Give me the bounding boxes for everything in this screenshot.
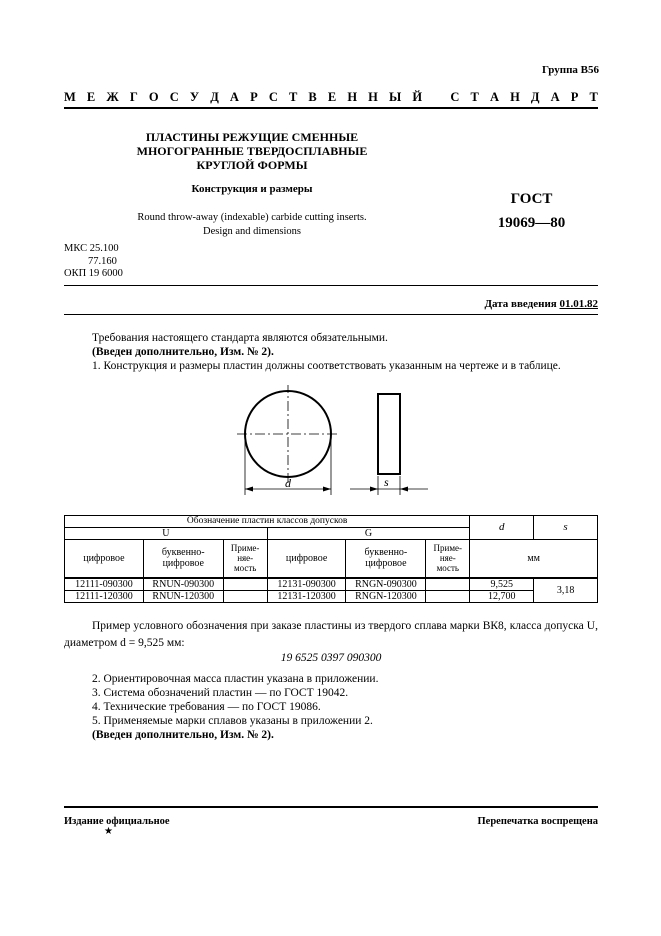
standard-heading-letter: Е bbox=[86, 90, 96, 104]
item-3: 3. Система обозначений пластин — по ГОСТ 19042. bbox=[92, 687, 349, 699]
note-u-line-3: мость bbox=[233, 563, 257, 574]
group-code: Группа В56 bbox=[541, 64, 599, 76]
d-label: d bbox=[285, 476, 291, 490]
item-2: 2. Ориентировочная масса пластин указана в приложении. bbox=[92, 673, 379, 685]
date-value: 01.01.82 bbox=[559, 298, 598, 310]
classification-codes bbox=[64, 243, 123, 281]
table-unit: мм bbox=[470, 540, 598, 578]
insert-drawing bbox=[225, 385, 435, 500]
cell-g-alpha: RNGN-120300 bbox=[346, 590, 426, 602]
cell-g-alpha: RNGN-090300 bbox=[346, 578, 426, 591]
standard-heading-letter: Е bbox=[327, 90, 337, 104]
standard-heading-letter: В bbox=[308, 90, 317, 104]
introduction-date bbox=[484, 298, 598, 310]
standard-heading-letter: С bbox=[169, 90, 179, 104]
table-header-d: d bbox=[470, 516, 534, 540]
cell-u-note bbox=[223, 590, 267, 602]
d-arrow-right bbox=[323, 487, 331, 492]
note-g-line-1: Приме- bbox=[433, 543, 463, 554]
standard-heading-letter: А bbox=[550, 90, 560, 104]
header-rule bbox=[64, 107, 598, 109]
cell-d: 12,700 bbox=[470, 590, 534, 602]
table-sub-alpha-u bbox=[143, 540, 223, 578]
footer-reprint: Перепечатка воспрещена bbox=[477, 816, 598, 827]
standard-heading-letter: А bbox=[229, 90, 239, 104]
title-line-2: МНОГОГРАННЫЕ ТВЕРДОСПЛАВНЫЕ bbox=[136, 144, 368, 158]
cell-u-note bbox=[223, 578, 267, 591]
footer-rule bbox=[64, 806, 598, 808]
standard-heading-letter: С bbox=[450, 90, 460, 104]
standard-heading-letter: Н bbox=[347, 90, 358, 104]
cell-s: 3,18 bbox=[534, 578, 598, 603]
title-line-3: КРУГЛОЙ ФОРМЫ bbox=[196, 158, 308, 172]
table-header-s: s bbox=[534, 516, 598, 540]
cell-g-note bbox=[426, 578, 470, 591]
table-row bbox=[65, 578, 598, 591]
table-sub-digital-g: цифровое bbox=[267, 540, 346, 578]
standard-heading-letter: Т bbox=[470, 90, 479, 104]
okp-code: ОКП 19 6000 bbox=[64, 268, 123, 279]
standard-heading-gap bbox=[433, 90, 439, 105]
standard-heading-letter: А bbox=[489, 90, 499, 104]
note-u-line-2: няе- bbox=[237, 553, 254, 564]
d-arrow-left bbox=[245, 487, 253, 492]
items-amendment: (Введен дополнительно, Изм. № 2). bbox=[92, 729, 274, 741]
english-title bbox=[96, 211, 408, 239]
codes-rule bbox=[64, 285, 598, 286]
standard-heading bbox=[64, 90, 598, 105]
gost-label: ГОСТ bbox=[510, 191, 553, 207]
cell-u-alpha: RNUN-090300 bbox=[143, 578, 223, 591]
cell-g-digital: 12131-090300 bbox=[267, 578, 346, 591]
standard-heading-letter: Д bbox=[210, 90, 219, 104]
standard-heading-letter: Р bbox=[250, 90, 258, 104]
standard-heading-letter: Г bbox=[129, 90, 138, 104]
cell-u-alpha: RNUN-120300 bbox=[143, 590, 223, 602]
date-label: Дата введения bbox=[484, 298, 557, 310]
standard-heading-letter: Ы bbox=[389, 90, 402, 104]
standard-heading-letter: Т bbox=[288, 90, 298, 104]
table-sub-alpha-g bbox=[346, 540, 426, 578]
item-4: 4. Технические требования — по ГОСТ 19086. bbox=[92, 701, 321, 713]
standard-heading-letter: О bbox=[148, 90, 159, 104]
standard-heading-letter: М bbox=[64, 90, 76, 104]
insert-side-view bbox=[378, 394, 400, 474]
intro-paragraph-2: 1. Конструкция и размеры пластин должны соответствовать указанным на чертеже и в таблице. bbox=[92, 360, 561, 372]
note-g-line-2: няе- bbox=[439, 553, 456, 564]
standard-heading-letter: Д bbox=[530, 90, 540, 104]
intro-paragraph-1: Требования настоящего стандарта являются обязательными. bbox=[92, 332, 388, 344]
standard-heading-letter: Ж bbox=[106, 90, 119, 104]
s-arrow-right bbox=[400, 487, 408, 492]
cell-u-digital: 12111-090300 bbox=[65, 578, 144, 591]
alpha-u-line-1: буквенно- bbox=[161, 547, 205, 559]
alpha-g-line-1: буквенно- bbox=[364, 547, 408, 559]
cell-u-digital: 12111-120300 bbox=[65, 590, 144, 602]
table-row bbox=[65, 590, 598, 602]
dimensions-table bbox=[64, 515, 598, 603]
standard-heading-letter: Н bbox=[368, 90, 378, 104]
table-sub-note-g bbox=[426, 540, 470, 578]
standard-heading-letter: Й bbox=[412, 90, 423, 104]
table-class-u: U bbox=[65, 528, 268, 540]
mks-code-1: МКС 25.100 bbox=[64, 243, 119, 254]
gost-number: 19069—80 bbox=[497, 215, 566, 231]
cell-g-note bbox=[426, 590, 470, 602]
alpha-u-line-2: цифровое bbox=[162, 558, 204, 570]
s-label: s bbox=[384, 475, 389, 489]
item-5: 5. Применяемые марки сплавов указаны в приложении 2. bbox=[92, 715, 373, 727]
standard-heading-letter: Р bbox=[570, 90, 579, 104]
document-subtitle: Конструкция и размеры bbox=[191, 183, 313, 195]
gost-designation bbox=[465, 187, 598, 235]
standard-heading-letter: Н bbox=[510, 90, 520, 104]
standard-heading-letter: Т bbox=[589, 90, 598, 104]
cell-d: 9,525 bbox=[470, 578, 534, 591]
note-u-line-1: Приме- bbox=[230, 543, 260, 554]
table-header-main: Обозначение пластин классов допусков bbox=[65, 516, 470, 528]
mks-code-2: 77.160 bbox=[88, 255, 117, 267]
cell-g-digital: 12131-120300 bbox=[267, 590, 346, 602]
table-sub-digital-u: цифровое bbox=[65, 540, 144, 578]
standard-heading-letter: У bbox=[189, 90, 200, 104]
example-paragraph: Пример условного обозначения при заказе пластины из твердого сплава марки ВК8, класса допуска U, диаметром d = 9,525 мм: bbox=[64, 620, 598, 649]
s-arrow-left bbox=[370, 487, 378, 492]
document-title bbox=[96, 130, 408, 172]
note-g-line-3: мость bbox=[436, 563, 460, 574]
table-sub-note-u bbox=[223, 540, 267, 578]
english-title-line-1: Round throw-away (indexable) carbide cutting inserts. bbox=[137, 212, 367, 223]
date-rule bbox=[64, 314, 598, 315]
english-title-line-2: Design and dimensions bbox=[203, 226, 301, 237]
example-code: 19 6525 0397 090300 bbox=[280, 652, 382, 664]
intro-amendment: (Введен дополнительно, Изм. № 2). bbox=[92, 346, 274, 358]
alpha-g-line-2: цифровое bbox=[365, 558, 407, 570]
footer-official: Издание официальное bbox=[64, 816, 170, 827]
title-line-1: ПЛАСТИНЫ РЕЖУЩИЕ СМЕННЫЕ bbox=[145, 130, 359, 144]
standard-heading-letter: С bbox=[268, 90, 278, 104]
star-icon: ★ bbox=[104, 826, 113, 837]
table-class-g: G bbox=[267, 528, 470, 540]
